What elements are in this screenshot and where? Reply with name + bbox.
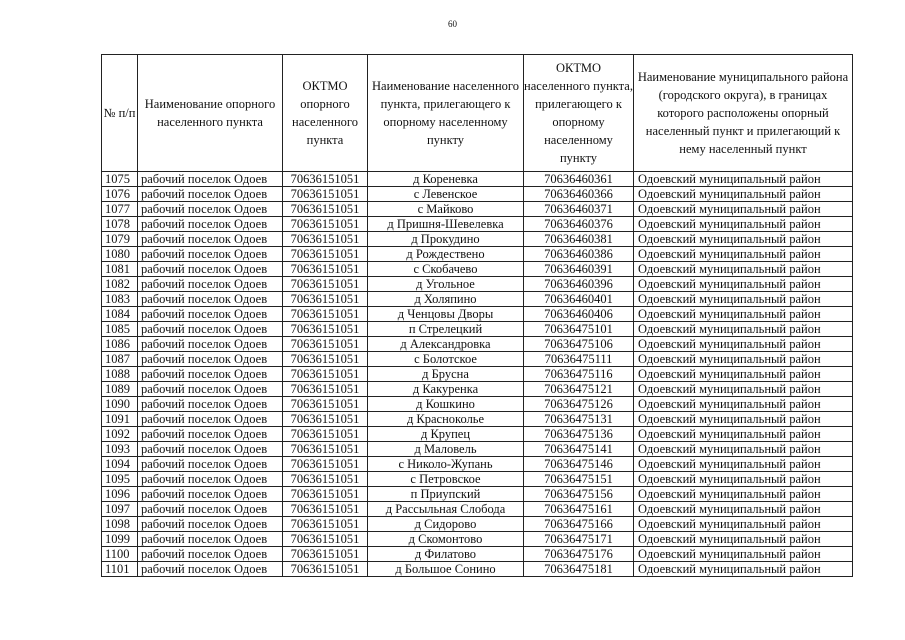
cell-adj-oktmo: 70636475106	[524, 337, 634, 352]
header-district: Наименование муниципального района (городского округа), в границах которого расположены опорный населенный пункт и прилегающий к нему населенный пункт	[634, 55, 853, 172]
cell-adj-oktmo: 70636475156	[524, 487, 634, 502]
cell-base-oktmo: 70636151051	[283, 547, 368, 562]
cell-adj-name: с Левенское	[368, 187, 524, 202]
cell-adj-name: с Скобачево	[368, 262, 524, 277]
cell-district: Одоевский муниципальный район	[634, 397, 853, 412]
cell-base-oktmo: 70636151051	[283, 232, 368, 247]
cell-adj-oktmo: 70636475176	[524, 547, 634, 562]
cell-base-name: рабочий поселок Одоев	[138, 427, 283, 442]
cell-adj-name: д Краснокольe	[368, 412, 524, 427]
cell-adj-name: д Какуренка	[368, 382, 524, 397]
cell-num: 1094	[102, 457, 138, 472]
page-number: 60	[448, 19, 457, 29]
cell-base-oktmo: 70636151051	[283, 412, 368, 427]
cell-district: Одоевский муниципальный район	[634, 292, 853, 307]
cell-adj-oktmo: 70636475161	[524, 502, 634, 517]
table-row	[102, 277, 853, 292]
cell-district: Одоевский муниципальный район	[634, 277, 853, 292]
table-row	[102, 427, 853, 442]
cell-adj-oktmo: 70636475166	[524, 517, 634, 532]
cell-num: 1091	[102, 412, 138, 427]
table-row	[102, 352, 853, 367]
cell-base-name: рабочий поселок Одоев	[138, 367, 283, 382]
cell-base-name: рабочий поселок Одоев	[138, 502, 283, 517]
cell-district: Одоевский муниципальный район	[634, 502, 853, 517]
cell-adj-name: д Кореневка	[368, 172, 524, 187]
cell-adj-oktmo: 70636460391	[524, 262, 634, 277]
table-header-row	[102, 55, 853, 172]
cell-num: 1098	[102, 517, 138, 532]
cell-district: Одоевский муниципальный район	[634, 202, 853, 217]
cell-district: Одоевский муниципальный район	[634, 382, 853, 397]
cell-adj-name: д Рождествено	[368, 247, 524, 262]
cell-adj-oktmo: 70636460371	[524, 202, 634, 217]
cell-district: Одоевский муниципальный район	[634, 547, 853, 562]
header-base-name: Наименование опорного населенного пункта	[138, 55, 283, 172]
header-adj-oktmo: ОКТМО населенного пункта, прилегающего к опорному населенному пункту	[524, 55, 634, 172]
cell-adj-name: д Пришня-Шевелевка	[368, 217, 524, 232]
table-row	[102, 382, 853, 397]
cell-num: 1093	[102, 442, 138, 457]
table-row	[102, 292, 853, 307]
table-row	[102, 217, 853, 232]
cell-num: 1078	[102, 217, 138, 232]
cell-base-oktmo: 70636151051	[283, 292, 368, 307]
cell-num: 1097	[102, 502, 138, 517]
header-num: № п/п	[102, 55, 138, 172]
cell-num: 1088	[102, 367, 138, 382]
cell-adj-name: с Петровское	[368, 472, 524, 487]
table-row	[102, 262, 853, 277]
cell-adj-name: с Болотское	[368, 352, 524, 367]
cell-base-name: рабочий поселок Одоев	[138, 202, 283, 217]
cell-base-oktmo: 70636151051	[283, 187, 368, 202]
cell-adj-name: д Прокудино	[368, 232, 524, 247]
cell-base-oktmo: 70636151051	[283, 202, 368, 217]
cell-base-oktmo: 70636151051	[283, 262, 368, 277]
cell-adj-name: п Стрелецкий	[368, 322, 524, 337]
table-row	[102, 202, 853, 217]
cell-num: 1082	[102, 277, 138, 292]
cell-district: Одоевский муниципальный район	[634, 172, 853, 187]
cell-base-oktmo: 70636151051	[283, 322, 368, 337]
cell-adj-oktmo: 70636475101	[524, 322, 634, 337]
cell-num: 1099	[102, 532, 138, 547]
cell-adj-oktmo: 70636460366	[524, 187, 634, 202]
cell-adj-oktmo: 70636460406	[524, 307, 634, 322]
table-row	[102, 247, 853, 262]
cell-adj-name: п Приупский	[368, 487, 524, 502]
cell-base-oktmo: 70636151051	[283, 397, 368, 412]
table-row	[102, 472, 853, 487]
cell-base-name: рабочий поселок Одоев	[138, 262, 283, 277]
cell-base-oktmo: 70636151051	[283, 532, 368, 547]
cell-adj-oktmo: 70636460396	[524, 277, 634, 292]
cell-num: 1087	[102, 352, 138, 367]
cell-base-name: рабочий поселок Одоев	[138, 517, 283, 532]
cell-base-oktmo: 70636151051	[283, 277, 368, 292]
cell-base-oktmo: 70636151051	[283, 517, 368, 532]
cell-base-oktmo: 70636151051	[283, 472, 368, 487]
cell-num: 1089	[102, 382, 138, 397]
cell-num: 1080	[102, 247, 138, 262]
cell-base-name: рабочий поселок Одоев	[138, 247, 283, 262]
cell-num: 1096	[102, 487, 138, 502]
cell-adj-oktmo: 70636475136	[524, 427, 634, 442]
cell-base-name: рабочий поселок Одоев	[138, 277, 283, 292]
cell-adj-name: д Ченцовы Дворы	[368, 307, 524, 322]
cell-base-oktmo: 70636151051	[283, 502, 368, 517]
table-row	[102, 562, 853, 577]
cell-base-oktmo: 70636151051	[283, 217, 368, 232]
cell-base-oktmo: 70636151051	[283, 247, 368, 262]
table-row	[102, 232, 853, 247]
table-row	[102, 517, 853, 532]
cell-base-name: рабочий поселок Одоев	[138, 292, 283, 307]
cell-adj-name: д Кошкино	[368, 397, 524, 412]
cell-adj-name: д Александровка	[368, 337, 524, 352]
cell-base-name: рабочий поселок Одоев	[138, 562, 283, 577]
cell-adj-name: д Крупец	[368, 427, 524, 442]
cell-base-oktmo: 70636151051	[283, 367, 368, 382]
cell-adj-name: д Брусна	[368, 367, 524, 382]
cell-adj-oktmo: 70636460361	[524, 172, 634, 187]
cell-district: Одоевский муниципальный район	[634, 412, 853, 427]
cell-adj-oktmo: 70636475151	[524, 472, 634, 487]
cell-num: 1079	[102, 232, 138, 247]
cell-num: 1090	[102, 397, 138, 412]
cell-base-name: рабочий поселок Одоев	[138, 532, 283, 547]
cell-adj-oktmo: 70636475146	[524, 457, 634, 472]
cell-num: 1100	[102, 547, 138, 562]
cell-num: 1084	[102, 307, 138, 322]
cell-base-oktmo: 70636151051	[283, 382, 368, 397]
cell-district: Одоевский муниципальный район	[634, 262, 853, 277]
cell-base-oktmo: 70636151051	[283, 457, 368, 472]
cell-adj-oktmo: 70636460376	[524, 217, 634, 232]
cell-district: Одоевский муниципальный район	[634, 367, 853, 382]
cell-adj-oktmo: 70636460401	[524, 292, 634, 307]
cell-num: 1086	[102, 337, 138, 352]
settlements-table	[101, 54, 853, 577]
cell-num: 1075	[102, 172, 138, 187]
cell-base-oktmo: 70636151051	[283, 562, 368, 577]
cell-adj-oktmo: 70636460381	[524, 232, 634, 247]
cell-district: Одоевский муниципальный район	[634, 187, 853, 202]
table-row	[102, 397, 853, 412]
cell-num: 1092	[102, 427, 138, 442]
cell-base-name: рабочий поселок Одоев	[138, 457, 283, 472]
table-row	[102, 322, 853, 337]
cell-base-name: рабочий поселок Одоев	[138, 172, 283, 187]
cell-adj-name: д Маловель	[368, 442, 524, 457]
table-body	[102, 172, 853, 577]
cell-adj-name: с Николо-Жупань	[368, 457, 524, 472]
cell-district: Одоевский муниципальный район	[634, 457, 853, 472]
table-row	[102, 532, 853, 547]
cell-base-name: рабочий поселок Одоев	[138, 442, 283, 457]
cell-base-name: рабочий поселок Одоев	[138, 547, 283, 562]
cell-district: Одоевский муниципальный район	[634, 532, 853, 547]
cell-district: Одоевский муниципальный район	[634, 337, 853, 352]
table-row	[102, 412, 853, 427]
table-row	[102, 172, 853, 187]
cell-adj-oktmo: 70636475121	[524, 382, 634, 397]
cell-adj-name: д Рассыльная Слобода	[368, 502, 524, 517]
cell-adj-oktmo: 70636475126	[524, 397, 634, 412]
table-row	[102, 442, 853, 457]
table-row	[102, 487, 853, 502]
cell-num: 1076	[102, 187, 138, 202]
cell-num: 1095	[102, 472, 138, 487]
table-row	[102, 187, 853, 202]
cell-base-oktmo: 70636151051	[283, 307, 368, 322]
table-row	[102, 457, 853, 472]
cell-num: 1077	[102, 202, 138, 217]
cell-num: 1081	[102, 262, 138, 277]
cell-adj-name: д Холяпино	[368, 292, 524, 307]
cell-base-name: рабочий поселок Одоев	[138, 187, 283, 202]
header-adj-name: Наименование населенного пункта, прилегающего к опорному населенному пункту	[368, 55, 524, 172]
cell-district: Одоевский муниципальный район	[634, 427, 853, 442]
cell-district: Одоевский муниципальный район	[634, 232, 853, 247]
cell-num: 1083	[102, 292, 138, 307]
cell-adj-name: д Большое Сонино	[368, 562, 524, 577]
cell-base-name: рабочий поселок Одоев	[138, 352, 283, 367]
cell-district: Одоевский муниципальный район	[634, 247, 853, 262]
header-base-oktmo: ОКТМО опорного населенного пункта	[283, 55, 368, 172]
cell-base-name: рабочий поселок Одоев	[138, 322, 283, 337]
cell-num: 1101	[102, 562, 138, 577]
cell-district: Одоевский муниципальный район	[634, 442, 853, 457]
cell-base-name: рабочий поселок Одоев	[138, 472, 283, 487]
cell-district: Одоевский муниципальный район	[634, 472, 853, 487]
cell-adj-oktmo: 70636475181	[524, 562, 634, 577]
cell-base-oktmo: 70636151051	[283, 172, 368, 187]
cell-base-oktmo: 70636151051	[283, 487, 368, 502]
cell-base-name: рабочий поселок Одоев	[138, 232, 283, 247]
cell-district: Одоевский муниципальный район	[634, 487, 853, 502]
table-row	[102, 337, 853, 352]
cell-district: Одоевский муниципальный район	[634, 322, 853, 337]
cell-base-name: рабочий поселок Одоев	[138, 412, 283, 427]
cell-base-name: рабочий поселок Одоев	[138, 217, 283, 232]
cell-adj-oktmo: 70636460386	[524, 247, 634, 262]
cell-adj-oktmo: 70636475131	[524, 412, 634, 427]
cell-adj-name: д Скомонтово	[368, 532, 524, 547]
cell-district: Одоевский муниципальный район	[634, 517, 853, 532]
cell-district: Одоевский муниципальный район	[634, 217, 853, 232]
cell-adj-oktmo: 70636475111	[524, 352, 634, 367]
cell-base-oktmo: 70636151051	[283, 337, 368, 352]
cell-adj-name: д Филатово	[368, 547, 524, 562]
cell-adj-name: д Сидорово	[368, 517, 524, 532]
table-row	[102, 502, 853, 517]
cell-num: 1085	[102, 322, 138, 337]
table-row	[102, 547, 853, 562]
table-row	[102, 307, 853, 322]
cell-base-name: рабочий поселок Одоев	[138, 397, 283, 412]
cell-base-name: рабочий поселок Одоев	[138, 337, 283, 352]
cell-base-oktmo: 70636151051	[283, 427, 368, 442]
cell-base-oktmo: 70636151051	[283, 442, 368, 457]
cell-district: Одоевский муниципальный район	[634, 562, 853, 577]
cell-base-name: рабочий поселок Одоев	[138, 307, 283, 322]
cell-base-name: рабочий поселок Одоев	[138, 487, 283, 502]
cell-district: Одоевский муниципальный район	[634, 307, 853, 322]
cell-base-oktmo: 70636151051	[283, 352, 368, 367]
table-row	[102, 367, 853, 382]
cell-adj-name: д Угольное	[368, 277, 524, 292]
cell-base-name: рабочий поселок Одоев	[138, 382, 283, 397]
cell-adj-oktmo: 70636475116	[524, 367, 634, 382]
cell-adj-oktmo: 70636475141	[524, 442, 634, 457]
cell-adj-name: с Майково	[368, 202, 524, 217]
cell-adj-oktmo: 70636475171	[524, 532, 634, 547]
cell-district: Одоевский муниципальный район	[634, 352, 853, 367]
